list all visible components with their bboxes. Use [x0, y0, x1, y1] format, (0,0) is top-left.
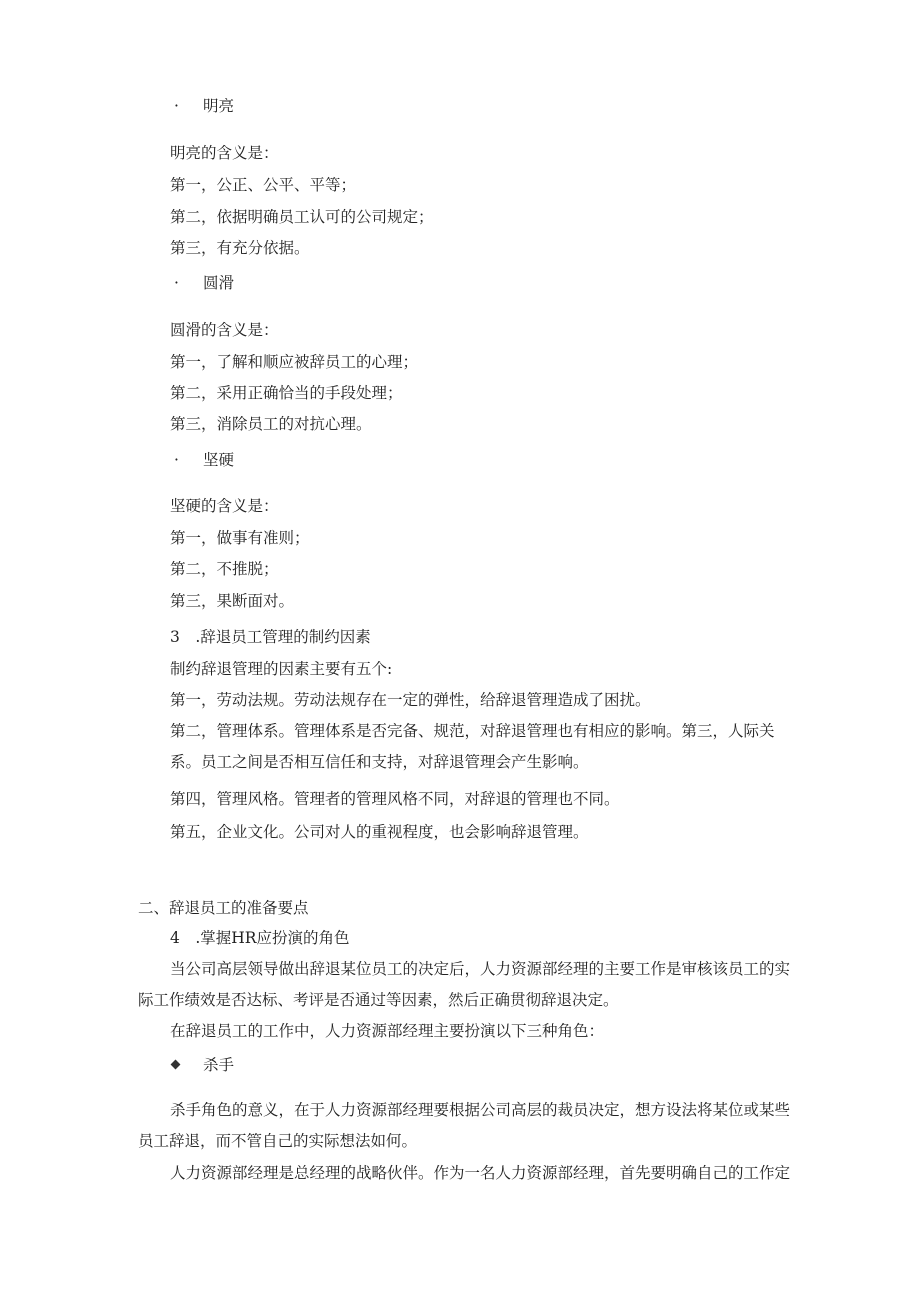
section3-intro: 制约辞退管理的因素主要有五个:	[170, 660, 393, 678]
meaning-bright: 明亮的含义是：	[170, 144, 279, 162]
bullet-dot: ·	[174, 451, 179, 469]
list-item: 第三，果断面对。	[170, 592, 295, 610]
paragraph-line: 在辞退员工的工作中，人力资源部经理主要扮演以下三种角色：	[170, 1022, 605, 1040]
paragraph-line: 人力资源部经理是总经理的战略伙伴。作为一名人力资源部经理，首先要明确自己的工作定	[170, 1164, 791, 1182]
heading-smooth: 圆滑	[203, 274, 235, 292]
paragraph-line: 当公司高层领导做出辞退某位员工的决定后，人力资源部经理的主要工作是审核该员工的实	[170, 960, 791, 978]
heading-firm: 坚硬	[203, 451, 235, 469]
paragraph-line: 第四，管理风格。管理者的管理风格不同，对辞退的管理也不同。	[170, 790, 620, 808]
role-heading: 杀手	[203, 1056, 235, 1074]
list-item: 第三，有充分依据。	[170, 239, 310, 257]
paragraph-line: 员工辞退，而不管自己的实际想法如何。	[138, 1132, 418, 1150]
list-item: 第二，采用正确恰当的手段处理；	[170, 384, 403, 402]
paragraph-line: 际工作绩效是否达标、考评是否通过等因素，然后正确贯彻辞退决定。	[138, 991, 619, 1009]
paragraph-line: 第二，管理体系。管理体系是否完备、规范，对辞退管理也有相应的影响。第三，人际关	[170, 722, 775, 740]
list-item: 第二，依据明确员工认可的公司规定；	[170, 208, 434, 226]
diamond-bullet-icon	[171, 1060, 181, 1070]
list-item: 第一，公正、公平、平等；	[170, 176, 357, 194]
bullet-dot: ·	[174, 274, 179, 292]
list-item: 第一，了解和顺应被辞员工的心理；	[170, 353, 419, 371]
section3-heading: 3 .辞退员工管理的制约因素	[170, 628, 371, 646]
heading-bright: 明亮	[203, 97, 235, 115]
paragraph-line: 系。员工之间是否相互信任和支持，对辞退管理会产生影响。	[170, 753, 589, 771]
list-item: 第二，不推脱；	[170, 560, 279, 578]
list-item: 第三，消除员工的对抗心理。	[170, 415, 372, 433]
paragraph-line: 第一，劳动法规。劳动法规存在一定的弹性，给辞退管理造成了困扰。	[170, 691, 651, 709]
paragraph-line: 杀手角色的意义，在于人力资源部经理要根据公司高层的裁员决定，想方设法将某位或某些	[170, 1101, 791, 1119]
list-item: 第一，做事有准则；	[170, 529, 310, 547]
part2-heading: 二、辞退员工的准备要点	[138, 899, 309, 917]
meaning-firm: 坚硬的含义是：	[170, 497, 279, 515]
meaning-smooth: 圆滑的含义是：	[170, 321, 279, 339]
part2-subheading: 4 .掌握HR应扮演的角色	[170, 929, 350, 947]
bullet-dot: ·	[174, 97, 179, 115]
paragraph-line: 第五，企业文化。公司对人的重视程度，也会影响辞退管理。	[170, 823, 589, 841]
